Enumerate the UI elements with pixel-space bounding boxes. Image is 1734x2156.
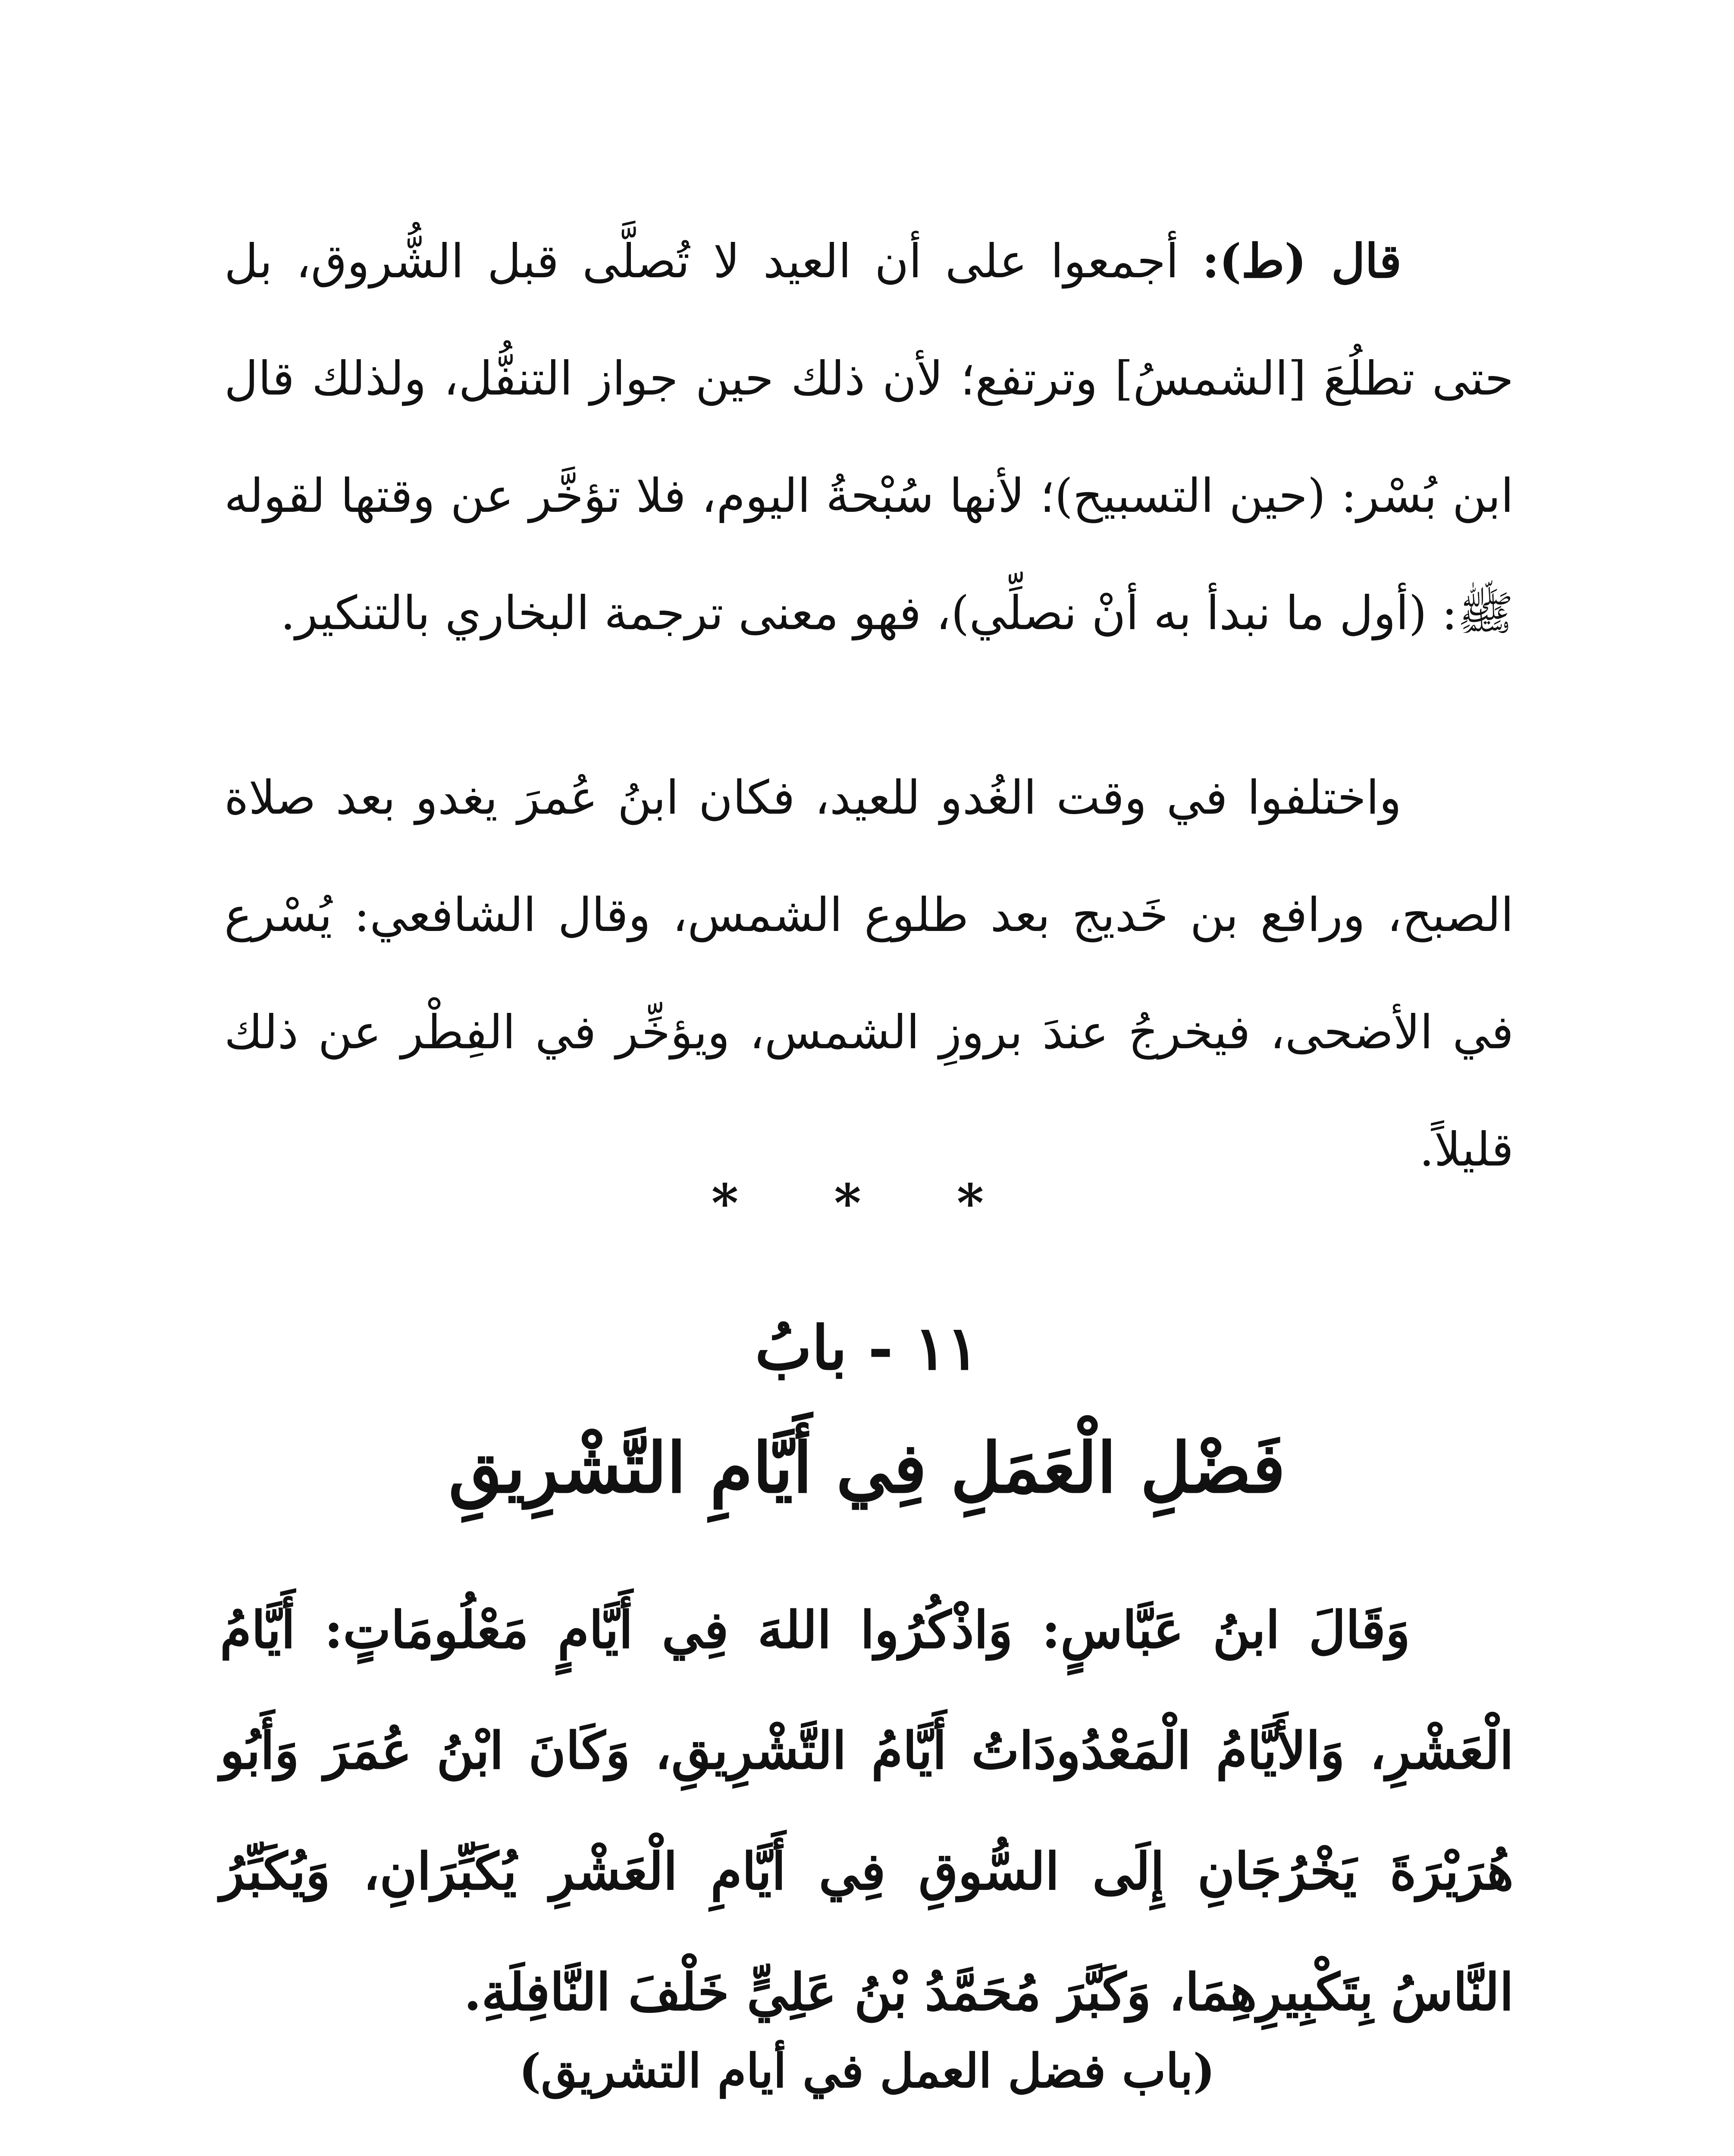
paragraph-text: واختلفوا في وقت الغُدو للعيد، فكان ابنُ عُمرَ يغدو بعد صلاة الصبح، ورافع بن خَديج بعد طلوع الشمس، وقال الشافعي: يُسْرع في الأضحى، فيخرجُ عندَ بروزِ الشمس، ويؤخِّر في الفِطْر عن ذلك قليلاً.	[224, 771, 1514, 1177]
hadith-paragraph: وَقَالَ ابنُ عَبَّاسٍ: وَاذْكُرُوا اللهَ فِي أَيَّامٍ مَعْلُومَاتٍ: أَيَّامُ الْعَشْرِ، وَالأَيَّامُ الْمَعْدُودَاتُ أَيَّامُ التَّشْرِيقِ، وَكَانَ ابْنُ عُمَرَ وَأَبُو هُرَيْرَةَ يَخْرُجَانِ إِلَى السُّوقِ فِي أَيَّامِ الْعَشْرِ يُكَبِّرَانِ، وَيُكَبِّرُ النَّاسُ بِتَكْبِيرِهِمَا، وَكَبَّرَ مُحَمَّدُ بْنُ عَلِيٍّ خَلْفَ النَّافِلَةِ.	[220, 1600, 1514, 2022]
commentary-paragraph-2	[224, 740, 1514, 1209]
chapter-title: فَضْلِ الْعَمَلِ فِي أَيَّامِ التَّشْرِيقِ	[448, 1427, 1286, 1508]
commentary-paragraph-1	[224, 203, 1514, 672]
commentary-heading: (باب فضل العمل في أيام التشريق)	[519, 2044, 1215, 2098]
paragraph-text	[224, 203, 1514, 672]
hadith-text	[220, 1570, 1514, 2053]
paragraph-lead: قال (ط):	[1202, 234, 1402, 288]
section-separator: * * *	[711, 1173, 1023, 1234]
paragraph-body: أجمعوا على أن العيد لا تُصلَّى قبل الشُّروق، بل حتى تطلُعَ [الشمسُ] وترتفع؛ لأن ذلك حين جواز التنفُّل، ولذلك قال ابن بُسْر: (حين التسبيح)؛ لأنها سُبْحةُ اليوم، فلا تؤخَّر عن وقتها لقوله ﷺ: (أول ما نبدأ به أنْ نصلِّي)، فهو معنى ترجمة البخاري بالتنكير.	[224, 235, 1514, 640]
chapter-number: ١١ - بابُ	[755, 1313, 979, 1384]
